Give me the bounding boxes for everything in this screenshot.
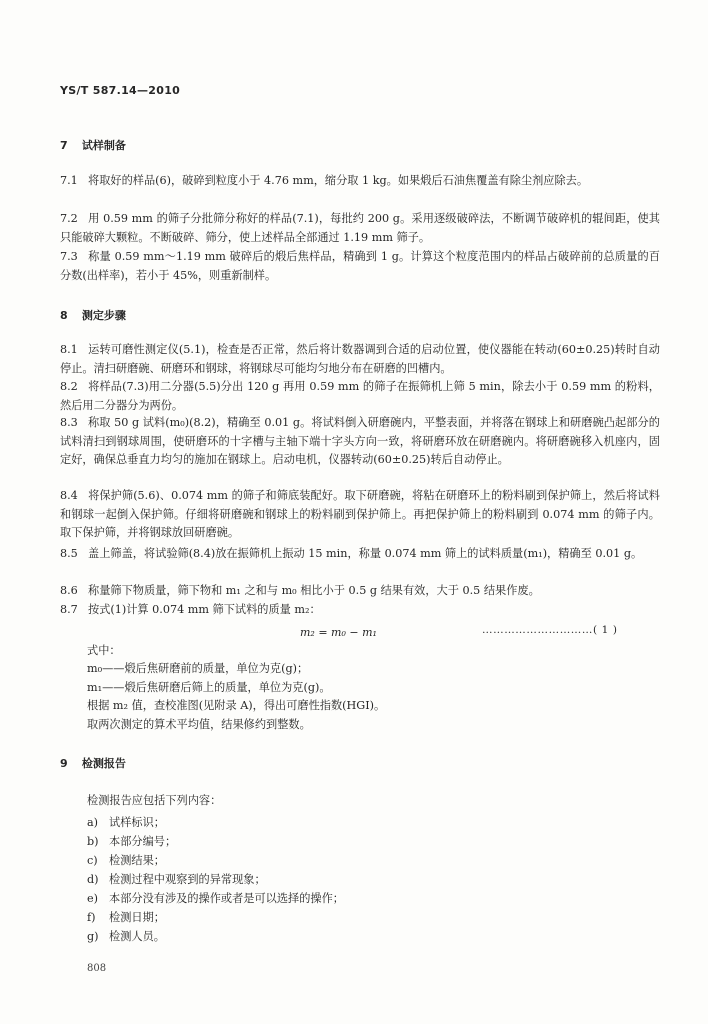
clause-text: 将取好的样品(6)，破碎到粒度小于 4.76 mm，缩分取 1 kg。如果煅后石油焦覆盖有除尘剂应除去。 — [88, 174, 589, 187]
clause-8-5 — [60, 545, 660, 564]
list-text: 本部分没有涉及的操作或者是可以选择的操作； — [109, 892, 344, 905]
clause-number: 8.1 — [60, 343, 78, 356]
list-text: 检测过程中观察到的异常现象； — [109, 873, 266, 886]
list-item — [87, 928, 165, 944]
variable-m0-definition: m₀——煅后焦研磨前的质量，单位为克(g)； — [87, 662, 309, 675]
clause-8-3 — [60, 414, 660, 470]
list-text: 检测人员。 — [109, 930, 165, 943]
clause-text: 将样品(7.3)用二分器(5.5)分出 120 g 再用 0.59 mm 的筛子在振筛机上筛 5 min，除去小于 0.59 mm 的粉料，然后用二分器分为两份。 — [60, 380, 660, 412]
clause-number: 8.6 — [60, 584, 78, 597]
list-item — [87, 833, 176, 849]
section-number: 8 — [60, 309, 68, 322]
clause-number: 8.2 — [60, 380, 78, 393]
list-text: 试样标识； — [109, 816, 165, 829]
clause-8-6 — [60, 582, 660, 601]
hgi-lookup-text: 根据 m₂ 值，查校准图(见附录 A)，得出可磨性指数(HGI)。 — [87, 699, 386, 712]
list-letter: e) — [87, 892, 98, 905]
list-item — [87, 871, 266, 887]
clause-number: 7.1 — [60, 174, 78, 187]
section-7-heading — [60, 137, 126, 153]
clause-text: 将保护筛(5.6)、0.074 mm 的筛子和筛底装配好。取下研磨碗，将粘在研磨环上的粉料刷到保护筛上，然后将试料和钢球一起倒入保护筛。仔细将研磨碗和钢球上的粉料刷到保护筛上。再把保护筛上的粉料刷到 0.074 mm 的筛子内。取下保护筛，并将钢球放回研磨碗。 — [60, 489, 660, 539]
list-text: 检测结果； — [109, 854, 165, 867]
list-letter: d) — [87, 873, 99, 886]
list-letter: f) — [87, 911, 96, 924]
list-item — [87, 814, 165, 830]
section-title: 试样制备 — [81, 139, 126, 152]
section-title: 测定步骤 — [81, 309, 126, 322]
list-text: 本部分编号； — [109, 835, 177, 848]
list-letter: a) — [87, 816, 99, 829]
clause-text: 运转可磨性测定仪(5.1)，检查是否正常，然后将计数器调到合适的启动位置，使仪器能在转动(60±0.25)转时自动停止。清扫研磨碗、研磨环和钢球，将钢球尽可能均匀地分布在研磨的凹槽内。 — [60, 343, 660, 375]
list-letter: c) — [87, 854, 98, 867]
clause-text: 称量筛下物质量，筛下物和 m₁ 之和与 m₀ 相比小于 0.5 g 结果有效，大于 0.5 结果作废。 — [88, 584, 540, 597]
section-number: 7 — [60, 139, 68, 152]
section-number: 9 — [60, 757, 68, 770]
list-letter: b) — [87, 835, 99, 848]
clause-text: 称取 50 g 试料(m₀)(8.2)，精确至 0.01 g。将试料倒入研磨碗内，平整表面，并将落在钢球上和研磨碗凸起部分的试料清扫到钢球周围，使研磨环的十字槽与主轴下端十字头方向一致，将研磨环放在研磨碗内。将研磨碗移入机座内，固定好，确保总垂直力均匀的施加在钢球上。启动电机，仪器转动(60±0.25)转后自动停止。 — [60, 416, 660, 466]
formula-1: m₂ = m₀ − m₁ — [300, 626, 377, 639]
clause-8-4 — [60, 487, 660, 543]
average-result-text: 取两次测定的算术平均值，结果修约到整数。 — [87, 718, 311, 731]
section-title: 检测报告 — [81, 757, 126, 770]
standard-code-header: YS/T 587.14—2010 — [60, 84, 181, 97]
clause-text: 用 0.59 mm 的筛子分批筛分称好的样品(7.1)，每批约 200 g。采用逐级破碎法，不断调节破碎机的辊间距，使其只能破碎大颗粒。不断破碎、筛分，使上述样品全部通过 1.19 mm 筛子。 — [60, 212, 660, 244]
clause-8-1 — [60, 341, 660, 378]
clause-number: 7.3 — [60, 250, 78, 263]
clause-number: 8.3 — [60, 416, 78, 429]
formula-number: …………………………( 1 ) — [482, 624, 618, 636]
clause-number: 8.7 — [60, 603, 78, 616]
clause-text: 称量 0.59 mm～1.19 mm 破碎后的煅后焦样品，精确到 1 g。计算这个粒度范围内的样品占破碎前的总质量的百分数(出样率)，若小于 45%，则重新制样。 — [60, 250, 660, 282]
clause-number: 8.5 — [60, 547, 78, 560]
list-text: 检测日期； — [109, 911, 165, 924]
clause-number: 8.4 — [60, 489, 78, 502]
section-8-heading — [60, 307, 126, 323]
variable-m1-definition: m₁——煅后焦研磨后筛上的质量，单位为克(g)。 — [87, 681, 331, 694]
clause-7-1 — [60, 172, 660, 191]
clause-number: 7.2 — [60, 212, 78, 225]
clause-text: 盖上筛盖，将试验筛(8.4)放在振筛机上振动 15 min，称量 0.074 mm 筛上的试料质量(m₁)，精确至 0.01 g。 — [88, 547, 643, 560]
where-label: 式中： — [87, 644, 121, 657]
list-item — [87, 852, 165, 868]
clause-7-2 — [60, 210, 660, 247]
list-item — [87, 890, 344, 906]
section-9-heading — [60, 755, 126, 771]
page-number: 808 — [87, 963, 107, 974]
list-letter: g) — [87, 930, 99, 943]
clause-8-7 — [60, 601, 660, 620]
list-item — [87, 909, 165, 925]
report-intro: 检测报告应包括下列内容： — [87, 794, 222, 807]
clause-8-2 — [60, 378, 660, 415]
clause-text: 按式(1)计算 0.074 mm 筛下试料的质量 m₂： — [88, 603, 321, 616]
clause-7-3 — [60, 248, 660, 285]
